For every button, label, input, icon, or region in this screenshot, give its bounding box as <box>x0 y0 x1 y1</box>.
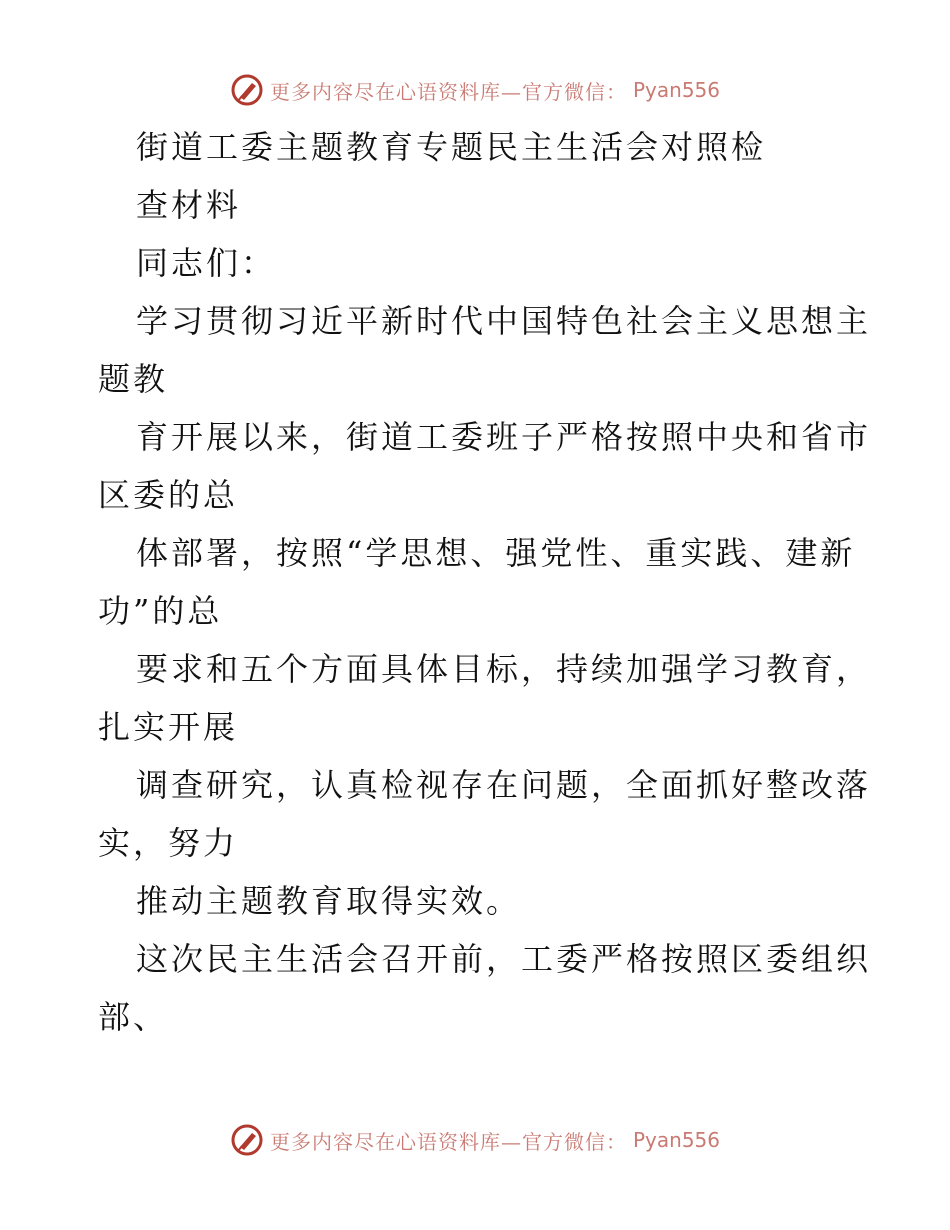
paragraph-line: 体部署，按照“学思想、强党性、重实践、建新 <box>136 534 856 572</box>
paragraph-line: 扎实开展 <box>98 708 239 746</box>
title-line-2: 查材料 <box>136 186 242 224</box>
pen-logo-icon <box>230 73 264 107</box>
paragraph-line: 调查研究，认真检视存在问题，全面抓好整改落 <box>136 766 872 804</box>
watermark-wechat-id: Pyan556 <box>632 1128 720 1152</box>
paragraph-line: 功”的总 <box>98 592 223 630</box>
salutation: 同志们： <box>136 244 277 282</box>
watermark-text: 更多内容尽在心语资料库—官方微信： <box>269 79 627 104</box>
paragraph-line: 题教 <box>98 360 169 398</box>
footer-watermark <box>0 1122 950 1158</box>
paragraph-line: 学习贯彻习近平新时代中国特色社会主义思想主 <box>136 302 872 340</box>
paragraph-line: 这次民主生活会召开前，工委严格按照区委组织 <box>136 940 872 978</box>
watermark-wechat-id: Pyan556 <box>632 78 720 102</box>
pen-logo-icon <box>230 1123 264 1157</box>
paragraph-line: 实，努力 <box>98 824 239 862</box>
watermark-text: 更多内容尽在心语资料库—官方微信： <box>269 1129 627 1154</box>
paragraph-line: 部、 <box>98 998 169 1036</box>
paragraph-line: 育开展以来，街道工委班子严格按照中央和省市 <box>136 418 872 456</box>
paragraph-line: 推动主题教育取得实效。 <box>136 882 522 920</box>
paragraph-line: 要求和五个方面具体目标，持续加强学习教育， <box>136 650 872 688</box>
title-line-1: 街道工委主题教育专题民主生活会对照检 <box>136 128 767 166</box>
paragraph-line: 区委的总 <box>98 476 239 514</box>
header-watermark <box>0 72 950 108</box>
